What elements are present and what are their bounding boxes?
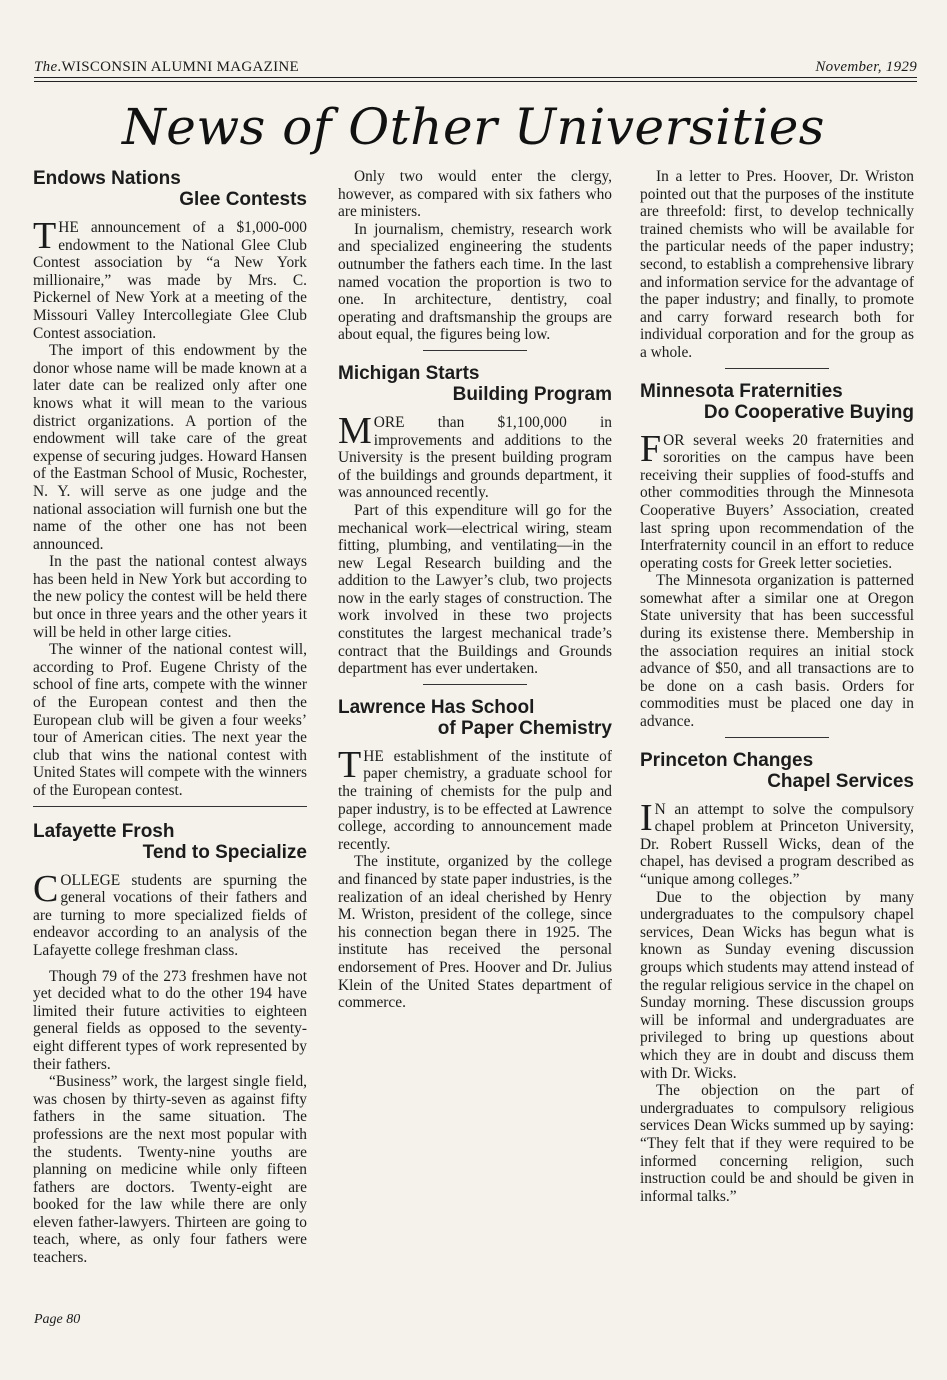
drop-cap: T: [338, 743, 362, 786]
article-paragraph: Part of this expenditure will go for the mechanical work—electrical wiring, steam fitting, plumbing, and ventilating—in the new Legal Research building and the addition to the Lawyer’s club, two projects now in the early stages of construction. The work involved in these two projects constitutes the largest mechanical trade’s contract that the Buildings and Grounds department has ever undertaken.: [338, 501, 612, 678]
drop-cap: M: [338, 409, 372, 452]
section-divider: [33, 806, 307, 807]
drop-cap: C: [33, 867, 59, 910]
section-divider: [423, 684, 527, 685]
section-divider: [423, 350, 527, 351]
magazine-name: The.WISCONSIN ALUMNI MAGAZINE: [34, 59, 299, 75]
page-title: News of Other Universities: [122, 98, 825, 156]
article-paragraph: COLLEGE students are spurning the general vocations of their fathers and are turning to more specialized fields of endeavor according to an analysis of the Lafayette college freshman class.: [33, 867, 307, 959]
article-paragraph: FOR several weeks 20 fraternities and sororities on the campus have been receiving their supplies of food-stuffs and other commodities through the Minnesota Cooperative Buyers’ Association, created last spring upon recommendation of the Interfraternity council in an effort to reduce operating costs for Greek letter societies.: [640, 427, 914, 572]
article-paragraph: Due to the objection by many undergraduates to the compulsory chapel services, Dean Wicks has begun what is known as Sunday evening discussion groups which students may attend instead of the regular religious service in the chapel on Sunday morning. These discussion groups will be informal and undergraduates are privileged to bring up questions about which they are in doubt and discuss them with Dr. Wicks.: [640, 888, 914, 1082]
column-1: [33, 168, 307, 1267]
issue-date: November, 1929: [815, 59, 917, 75]
header-rule: [34, 77, 917, 78]
article-paragraph: I N an attempt to solve the compulsory chapel problem at Princeton University, Dr. Robert Russell Wicks, dean of the chapel, has devised a program described as “unique among colleges.”: [640, 796, 914, 888]
magazine-prefix: The: [34, 59, 58, 75]
drop-cap: F: [640, 427, 662, 470]
article-paragraph: The objection on the part of undergraduates to compulsory religious services Dean Wicks summed up by saying: “They felt that if they were required to be informed concerning religion, such instruction could be and should be given in informal talks.”: [640, 1082, 914, 1205]
article-paragraph: The Minnesota organization is patterned somewhat after a similar one at Oregon State university that has been successful during its existense there. Membership in the association requires an initial stock advance of $50, and all transactions are to be done on a cash basis. Orders for commodities must be placed one day in advance.: [640, 572, 914, 731]
magazine-title: WISCONSIN ALUMNI MAGAZINE: [61, 59, 299, 75]
article-paragraph: In journalism, chemistry, research work and specialized engineering the students outnumber the fathers each time. In the last named vocation the proportion is two to one. In architecture, dentistry, coal operating and draftsmanship the groups are about equal, the figures being low.: [338, 220, 612, 344]
section-divider: [725, 368, 829, 369]
header-rule-thin: [34, 81, 917, 82]
article-paragraph: In a letter to Pres. Hoover, Dr. Wriston pointed out that the purposes of the institute are threefold: first, to develop technically trained chemists who will be available for the particular needs of the paper industry; second, to establish a comprehensive library and information service for the advantage of the paper industry; and finally, to promote and carry forward research both for individual corporation and for the group as a whole.: [640, 168, 914, 361]
column-2: [338, 168, 612, 1012]
drop-cap: I: [640, 796, 653, 839]
article-paragraph: The institute, organized by the college and financed by state paper industries, is the realization of an ideal cherished by Henry M. Wriston, president of the college, since his connection began there in 1925. The institute has received the personal endorsement of Pres. Hoover and Dr. Julius Klein of the United States department of commerce.: [338, 853, 612, 1012]
article-paragraph: “Business” work, the largest single field, was chosen by thirty-seven as against fifty fathers in the same situation. The professions are the next most popular with the students. Twenty-nine youths are planning on medicine while only fifteen fathers are doctors. Twenty-eight are booked for the law while there are only eleven father-lawyers. Thirteen are going to teach, where, as only four fathers were teachers.: [33, 1073, 307, 1267]
article-heading-lafayette: Lafayette Frosh Tend to Specialize: [33, 820, 307, 863]
article-heading-minnesota: Minnesota Fraternities Do Cooperative Buying: [640, 380, 914, 423]
running-header: [34, 56, 917, 78]
article-heading-princeton: Princeton Changes Chapel Services: [640, 749, 914, 792]
article-heading-glee: Endows Nations Glee Contests: [33, 168, 307, 210]
article-paragraph: THE announcement of a $1,000-000 endowment to the National Glee Club Contest association by “a New York millionaire,” was made by Mrs. C. Pickernel of New York at a meeting of the Missouri Valley Intercollegiate Glee Club Contest association.: [33, 215, 307, 342]
article-heading-michigan: Michigan Starts Building Program: [338, 362, 612, 405]
drop-cap: T: [33, 215, 57, 257]
article-heading-lawrence: Lawrence Has School of Paper Chemistry: [338, 696, 612, 739]
column-3: [640, 168, 914, 1205]
article-paragraph: In the past the national contest always has been held in New York but according to the new policy the contest will be held there but once in three years and the other years it will be held in other large cities.: [33, 553, 307, 641]
article-paragraph: Only two would enter the clergy, however, as compared with six fathers who are ministers.: [338, 168, 612, 221]
article-paragraph: The winner of the national contest will, according to Prof. Eugene Christy of the school of fine arts, compete with the winner of the European contest and then the European club will be given a four weeks’ tour of American cities. The next year the club that wins the national contest with United States will compete with the winners of the European contest.: [33, 641, 307, 799]
article-paragraph: MORE than $1,100,000 in improvements and additions to the University is the present building program of the buildings and grounds department, it was announced recently.: [338, 409, 612, 502]
section-divider: [725, 737, 829, 738]
article-paragraph: THE establishment of the institute of paper chemistry, a graduate school for the training of chemists for the pulp and paper industry, is to be effected at Lawrence college, according to announcement made recently.: [338, 743, 612, 853]
article-paragraph: Though 79 of the 273 freshmen have not yet decided what to do the other 194 have limited their future activities to eighteen general fields as opposed to the seventy-eight different types of work represented by their fathers.: [33, 967, 307, 1073]
page-number: Page 80: [34, 1312, 81, 1327]
article-paragraph: The import of this endowment by the donor whose name will be made known at a later date can be realized only after one knows what it will mean to the various district organizations. A portion of the endowment will take care of the great expense of securing judges. Howard Hansen of the Eastman School of Music, Rochester, N. Y. will serve as one judge and the national association will furnish one but the name of the other one has not been announced.: [33, 342, 307, 553]
